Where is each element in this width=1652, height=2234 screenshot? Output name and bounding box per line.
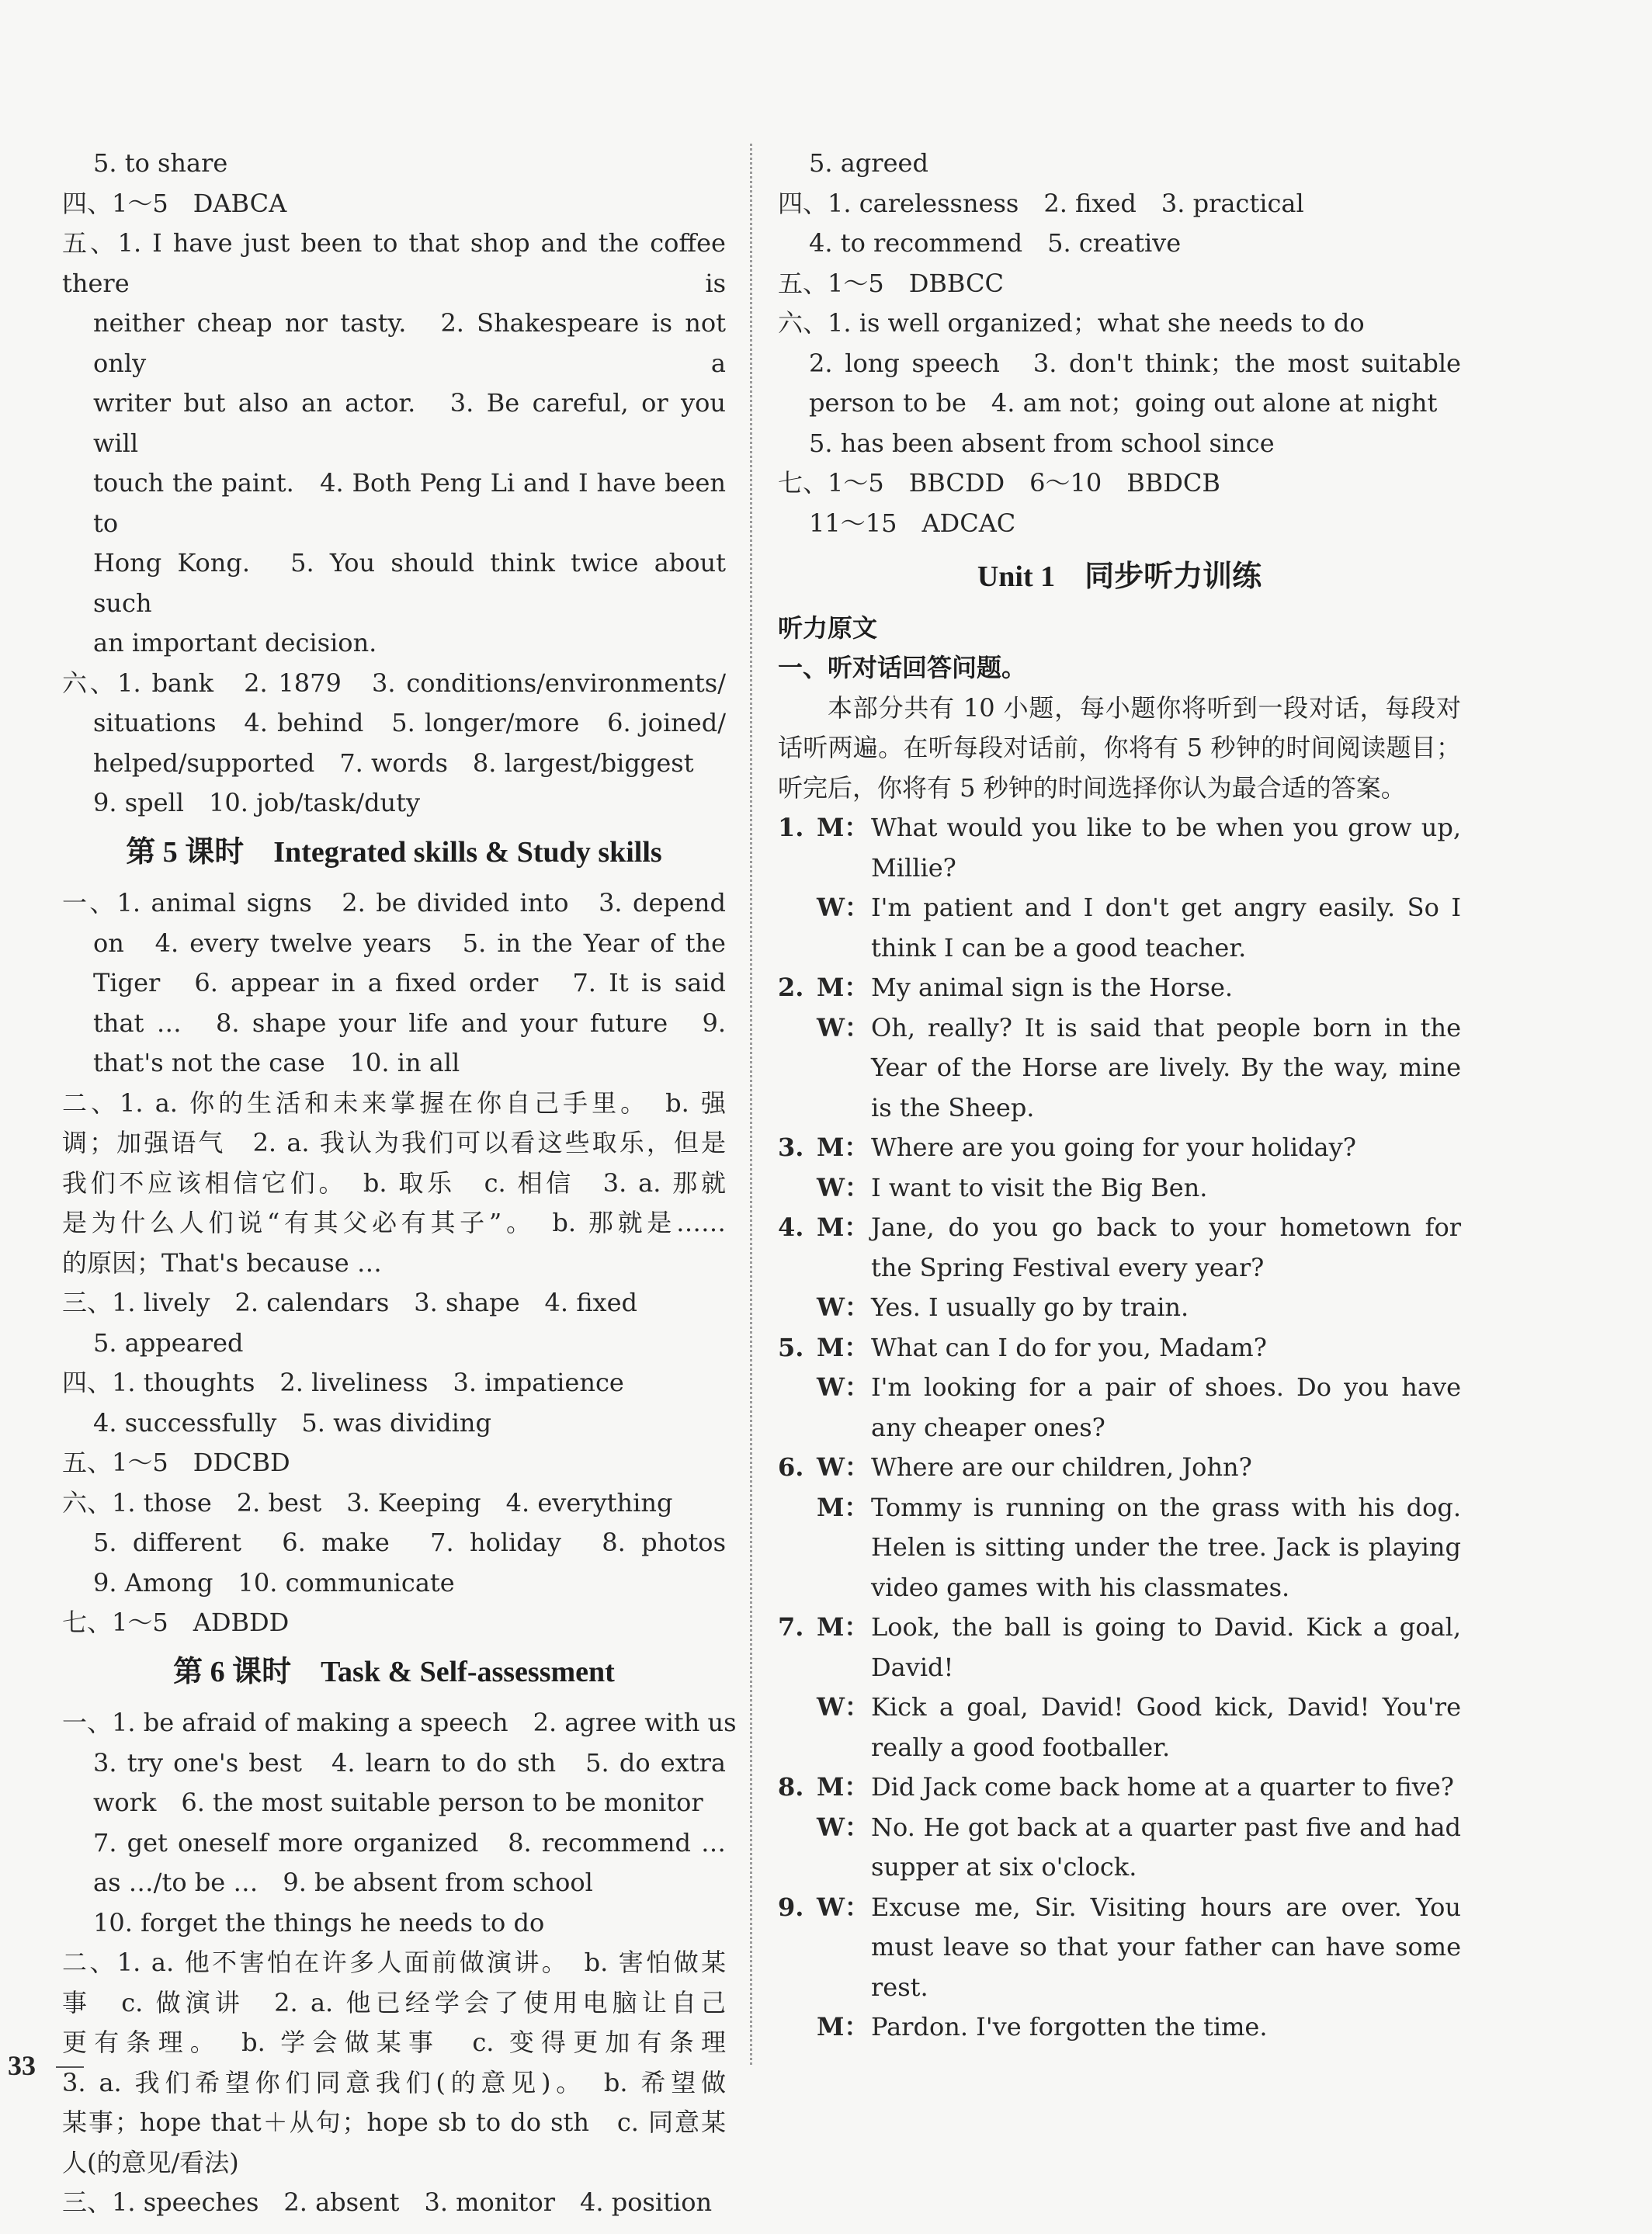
page-number: 33 [8,2050,36,2081]
answer-line: 一、1. animal signs 2. be divided into 3. depend [62,888,726,918]
answer-line: 五、1. I have just been to that shop and the coffee there is [62,228,726,298]
answer-line: 四、1. carelessness 2. fixed 3. practical [778,188,1304,218]
answer-line: 三、1. speeches 2. absent 3. monitor 4. position [62,2187,713,2217]
answer-line: 10. forget the things he needs to do [93,1907,545,1937]
dialog-line [778,1168,1461,1209]
answer-line: 五、1～5 DDCBD [62,1448,290,1477]
answer-line: 5. has been absent from school since [809,428,1275,458]
answer-line: 4. successfully 5. was dividing [93,1407,491,1438]
answer-line: 六、1. those 2. best 3. Keeping 4. everything [62,1487,673,1518]
dialog-speaker: M： [817,1772,869,1802]
dialog-text: I want to visit the Big Ben. [871,1172,1208,1202]
dialog-speaker: M： [817,973,869,1002]
dialog-line [778,2007,1461,2048]
dialog-line [778,1448,1461,1488]
answer-line: 四、1. thoughts 2. liveliness 3. impatience [62,1368,624,1397]
answer-line: 六、1. bank 2. 1879 3. conditions/environments/ [62,668,726,698]
unit-heading: Unit 1 同步听力训练 [977,560,1262,593]
answer-line: 六、1. is well organized；what she needs to do [778,308,1365,338]
dialog-line [778,1688,1461,1767]
answer-key-continued [778,144,1461,543]
answer-line: 七、1～5 ADBDD [62,1608,290,1637]
section-heading: 第 5 课时 Integrated skills & Study skills [126,835,662,869]
answer-line: an important decision. [93,628,377,657]
dialog-line [778,968,1461,1008]
dialog-text: I'm patient and I don't get angry easily. So I think I can be a good teacher. [871,893,1461,963]
dialog-speaker: W： [817,1692,869,1722]
dialog-text: Look, the ball is going to David. Kick a goal, David! [871,1612,1461,1682]
dialog-speaker: M： [817,1612,869,1642]
answer-line: 我们不应该相信它们。 b. 取乐 c. 相信 3. a. 那就 [62,1167,726,1198]
answer-line: 人(的意见/看法) [62,2147,239,2177]
answer-line: 一、1. be afraid of making a speech 2. agree with us [62,1708,737,1737]
dialog-number: 5. [778,1332,804,1362]
dialog-text: Oh, really? It is said that people born in the Year of the Horse are lively. By the way, mine is the Sheep. [871,1012,1461,1122]
answer-line: 5. different 6. make 7. holiday 8. photos [93,1528,726,1557]
answer-line: writer but also an actor. 3. Be careful, or you will [93,388,726,458]
answer-line: 11～15 ADCAC [809,508,1016,538]
answer-line: 四、1～5 DABCA [62,188,287,218]
answer-line: 七、1～5 BBCDD 6～10 BBDCB [778,468,1220,498]
answer-line: situations 4. behind 5. longer/more 6. joined/ [93,708,726,737]
answer-line: 5. appeared [93,1327,244,1358]
answer-line: 调；加强语气 2. a. 我认为我们可以看这些取乐，但是 [62,1128,726,1157]
dialog-line [778,1288,1461,1328]
answer-line: that's not the case 10. in all [93,1048,460,1077]
answer-line: that … 8. shape your life and your future 9. [93,1008,726,1038]
dialog-text: Jane, do you go back to your hometown for the Spring Festival every year? [871,1212,1461,1282]
answer-line: 的原因；That's because … [62,1247,382,1278]
answer-line: 二、1. a. 他不害怕在许多人面前做演讲。 b. 害怕做某 [62,1948,726,1977]
dialog-number: 3. [778,1133,804,1162]
dialog-line [778,1767,1461,1808]
dialog-line [778,1608,1461,1688]
dialog-number: 9. [778,1892,804,1922]
answer-line: 7. get oneself more organized 8. recommend … [93,1827,726,1858]
page-number-dash [56,2066,84,2068]
dialog-text: I'm looking for a pair of shoes. Do you have any cheaper ones? [871,1372,1461,1442]
answer-line: 4. to recommend 5. creative [809,228,1182,258]
answer-line: 三、1. lively 2. calendars 3. shape 4. fixed [62,1288,638,1317]
answer-line: 二、1. a. 你的生活和未来掌握在你自己手里。 b. 强 [62,1088,726,1118]
dialog-text: Pardon. I've forgotten the time. [871,2012,1268,2041]
left-column [62,144,737,2223]
dialog-line [778,1888,1461,2008]
answer-line: 2. long speech 3. don't think；the most suitable [809,348,1461,378]
answer-line: person to be 4. am not；going out alone at night [809,388,1438,418]
right-column [778,144,1461,2048]
dialog-speaker: W： [817,1452,869,1482]
part-one-title: 一、听对话回答问题。 [778,653,1027,682]
answer-line: Hong Kong. 5. You should think twice about such [93,548,726,618]
dialog-text: Excuse me, Sir. Visiting hours are over. You must leave so that your father can have some rest. [871,1892,1461,2002]
answer-line: 事 c. 做演讲 2. a. 他已经学会了使用电脑让自己 [62,1987,726,2017]
dialog-speaker: W： [817,893,869,922]
answer-line: 是为什么人们说“有其父必有其子”。 b. 那就是…… [62,1208,726,1237]
dialog-text: My animal sign is the Horse. [871,973,1234,1002]
dialog-speaker: M： [817,1212,869,1242]
answer-line: 3. a. 我们希望你们同意我们(的意见)。 b. 希望做 [62,2067,726,2097]
answer-line: 更有条理。 b. 学会做某事 c. 变得更加有条理 [62,2028,726,2057]
dialog-line [778,808,1461,888]
dialog-line [778,1128,1461,1168]
dialog-line [778,1368,1461,1448]
column-divider [750,144,752,2065]
dialog-speaker: M： [817,2012,869,2041]
answer-line: 3. try one's best 4. learn to do sth 5. do extra [93,1747,726,1778]
dialog-text: Tommy is running on the grass with his dog. Helen is sitting under the tree. Jack is playing video games with his classmates. [871,1492,1461,1602]
dialog-speaker: M： [817,1492,869,1522]
dialog-number: 1. [778,813,804,842]
answer-line: as …/to be … 9. be absent from school [93,1868,593,1897]
section-title: 听力原文 [778,612,878,643]
dialog-speaker: W： [817,1012,869,1042]
dialog-speaker: M： [817,813,869,842]
dialog-text: What can I do for you, Madam? [871,1332,1267,1362]
dialog-speaker: W： [817,1892,869,1922]
dialog-list [778,808,1461,2048]
dialog-speaker: M： [817,1133,869,1162]
dialog-line [778,1208,1461,1288]
dialog-number: 8. [778,1772,804,1802]
answer-line: neither cheap nor tasty. 2. Shakespeare is not only a [93,308,726,378]
answer-line: 5. agreed [809,148,928,178]
answer-line: 5. to share [93,148,228,178]
answer-line: touch the paint. 4. Both Peng Li and I have been to [93,468,726,538]
answer-line: 某事；hope that＋从句；hope sb to do sth c. 同意某 [62,2107,726,2137]
dialog-speaker: W： [817,1372,869,1402]
answer-line: 9. spell 10. job/task/duty [93,788,421,817]
answer-line: work 6. the most suitable person to be monitor [93,1788,703,1817]
dialog-line [778,1488,1461,1608]
dialog-line [778,1008,1461,1129]
dialog-text: What would you like to be when you grow up, Millie? [871,813,1461,883]
answer-line: 五、1～5 DBBCC [778,268,1004,298]
dialog-text: Yes. I usually go by train. [871,1292,1189,1322]
dialog-speaker: W： [817,1812,869,1842]
dialog-text: Kick a goal, David! Good kick, David! You're really a good footballer. [871,1692,1461,1762]
dialog-line [778,1808,1461,1888]
dialog-number: 2. [778,973,804,1002]
instructions: 本部分共有 10 小题，每小题你将听到一段对话，每段对话听两遍。在听每段对话前，你将有 5 秒钟的时间阅读题目；听完后，你将有 5 秒钟的时间选择你认为最合适的答案。 [778,692,1461,803]
answer-line: on 4. every twelve years 5. in the Year of the [93,928,726,958]
dialog-text: No. He got back at a quarter past five and had supper at six o'clock. [871,1812,1461,1882]
dialog-speaker: W： [817,1172,869,1202]
dialog-number: 6. [778,1452,804,1482]
dialog-text: Where are you going for your holiday? [871,1133,1356,1162]
dialog-number: 4. [778,1212,804,1242]
dialog-number: 7. [778,1612,804,1642]
dialog-speaker: W： [817,1292,869,1322]
section-heading: 第 6 课时 Task & Self-assessment [173,1655,615,1688]
answer-line: 9. Among 10. communicate [93,1567,455,1597]
answer-line: Tiger 6. appear in a fixed order 7. It is said [93,968,726,997]
dialog-text: Where are our children, John? [871,1452,1252,1482]
dialog-line [778,1328,1461,1368]
dialog-line [778,888,1461,968]
answer-line: helped/supported 7. words 8. largest/biggest [93,748,694,778]
dialog-speaker: M： [817,1332,869,1362]
dialog-text: Did Jack come back home at a quarter to five? [871,1772,1454,1802]
